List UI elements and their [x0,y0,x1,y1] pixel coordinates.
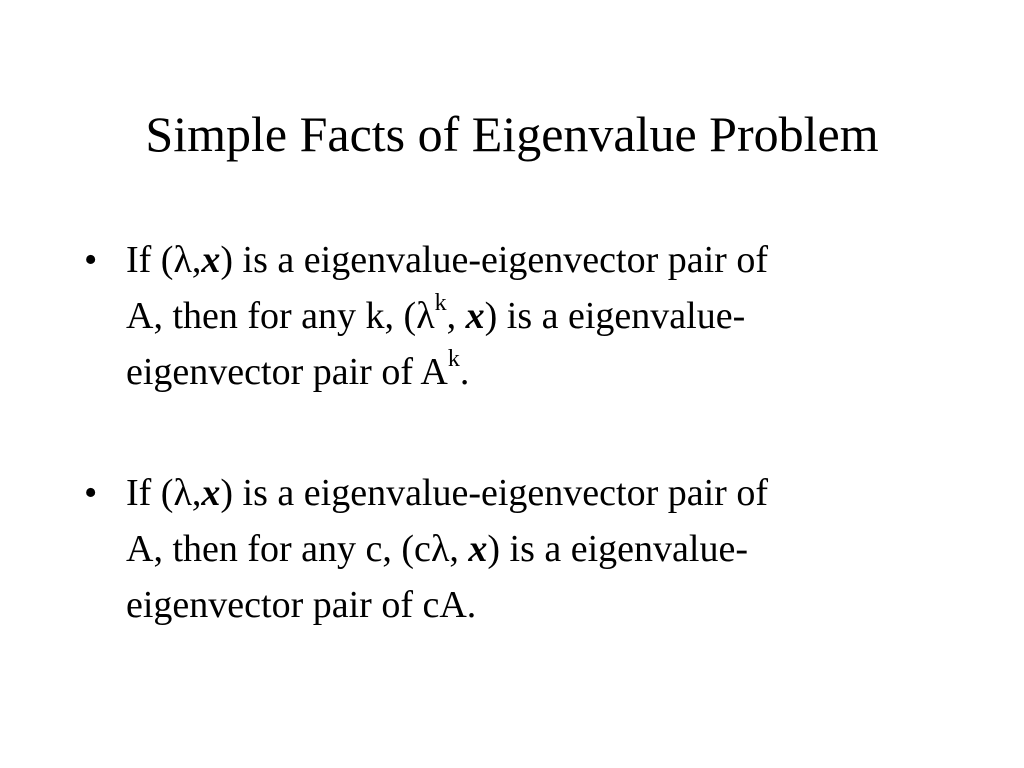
vector-x: x [465,295,485,337]
slide-title: Simple Facts of Eigenvalue Problem [145,106,879,162]
text-segment: ) is a eigenvalue- [487,528,748,570]
bullet-line [126,232,934,288]
bullet-line [126,288,934,344]
bullet-line [126,344,934,400]
text-segment: A, then for any c, (c [126,528,431,570]
bullet-dot-icon: • [84,472,98,514]
text-segment: eigenvector pair of A [126,351,448,393]
bullet-item-scaling [84,465,934,633]
text-segment: If ( [126,239,174,281]
text-segment: , [191,472,202,514]
vector-x: x [468,528,488,570]
text-segment: If ( [126,472,174,514]
text-segment: , [449,528,469,570]
text-segment: ) is a eigenvalue- [484,295,746,337]
vector-x: x [201,472,221,514]
text-segment: , [446,295,466,337]
lambda-symbol: λ [416,295,435,337]
text-segment: . [459,351,470,393]
bullet-line [126,465,934,521]
lambda-symbol: λ [430,528,450,570]
lambda-symbol: λ [173,472,192,514]
bullet-dot-icon: • [84,239,98,281]
text-segment: A, then for any k, ( [126,295,417,337]
text-segment: ) is a eigenvalue-eigenvector pair of [220,239,768,281]
bullet-line [126,577,934,633]
text-segment: ) is a eigenvalue-eigenvector pair of [220,472,768,514]
bullet-line [126,521,934,577]
superscript-k: k [434,290,447,317]
superscript-k: k [447,346,460,373]
bullet-item-power [84,232,934,400]
vector-x: x [201,239,221,281]
text-segment: eigenvector pair of cA. [126,584,477,626]
text-segment: , [191,239,202,281]
lambda-symbol: λ [173,239,192,281]
bullet-list [84,232,934,698]
